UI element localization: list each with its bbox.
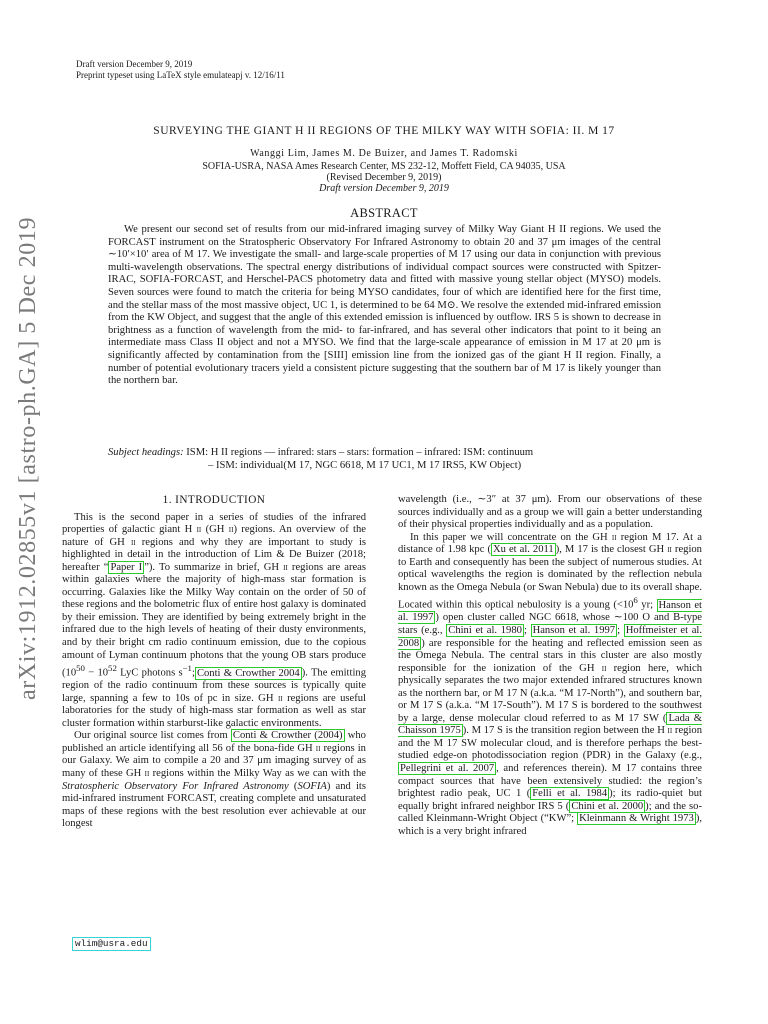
section-heading: 1. INTRODUCTION: [162, 494, 266, 506]
affiliation-block: [80, 161, 688, 194]
draft-date: Draft version December 9, 2019: [319, 183, 449, 194]
citation-link[interactable]: Pellegrini et al. 2007: [400, 763, 495, 775]
right-column: [398, 494, 702, 838]
preamble: [76, 59, 285, 81]
author-list: Wanggi Lim, James M. De Buizer, and James T. Radomski: [250, 148, 518, 159]
revised-date: (Revised December 9, 2019): [326, 172, 442, 183]
citation-link[interactable]: Hanson et al. 1997: [398, 599, 702, 624]
left-column: [62, 494, 366, 831]
citation-link[interactable]: Felli et al. 1984: [532, 788, 608, 800]
abstract-text: We present our second set of results from our mid-infrared imaging survey of Milky Way Giant H II regions. We used the FORCAST instrument on the Stratospheric Observatory For Infrared Astronomy to obtain 20 and 37 μm images of the central ∼10′×10′ area of M 17. We investigate the small- and large-scale properties of M 17 using our data in conjunction with previous multi-wavelength observations. The spectral energy distributions of individual compact sources were constructed with Spitzer-IRAC, SOFIA-FORCAST, and Herschel-PACS photometry data and fitted with massive young stellar object (MYSO) models. Seven sources were found to match the criteria for being MYSO candidates, four of which are identified here for the first time, and the stellar mass of the most massive object, UC 1, is determined to be 64 M⊙. We resolve the extended mid-infrared emission from the KW Object, and suggest that the angle of this extended emission is influenced by outflow. IRS 5 is shown to decrease in brightness as a function of wavelength from the mid- to far-infrared, and has several other indicators that point to it being an intermediate mass Class II object and not a MYSO. We find that the large-scale appearance of emission in M 17 at 20 μm is significantly affected by contamination from the [SIII] emission line from the ionized gas of the giant H II region. Finally, a number of potential evolutionary tracers yield a consistent picture suggesting that the southern bar of M 17 is likely younger than the northern bar.: [108, 224, 661, 387]
citation-link[interactable]: Paper I: [110, 561, 143, 573]
citation-link[interactable]: Conti & Crowther (2004): [232, 730, 343, 742]
citation-link[interactable]: Hanson et al. 1997: [532, 625, 616, 636]
subject-headings: [108, 447, 661, 472]
subject-line-1: ISM: H II regions — infrared: stars – stars: formation – infrared: ISM: continuum: [186, 447, 534, 458]
arxiv-identifier[interactable]: arXiv:1912.02855v1 [astro-ph.GA] 5 Dec 2019: [15, 216, 41, 700]
citation-link[interactable]: Xu et al. 2011: [492, 544, 554, 556]
citation-link[interactable]: Kleinmann & Wright 1973: [579, 813, 694, 825]
right-column-body: wavelength (i.e., ∼3″ at 37 μm). From our observations of these sources individually and as a group we will gain a better understanding of their physical properties individually and as a population. In this paper we will concentrate on the GH ii region M 17. At a distance of 1.98 kpc ( Xu et al. 2011 ), M 17 is the closest GH ii region to Earth and consequently has been the subject of numerous studies. At optical wavelengths the region is dominated by the reflection nebula known as the Omega Nebula (or Swan Nebula) due to its overall shape. Located within this optical nebulosity is a young ($<10^6$ yr; Hanson et al. 1997 ) open cluster called NGC 6618, whose ∼100 O and B-type stars (e.g., Chini et al. 1980 ; Hanson et al. 1997 ; Hoffmeister et al. 2008 ) are responsible for the heating and reflected emission seen as the Omega Nebula. The central stars in this cluster are also mostly responsible for the ionization of the GH ii region here, which physically separates the two major extended infrared structures known as the northern bar, or M 17 N (a.k.a. “M 17-North”), and southern bar, or M 17 S (a.k.a. “M 17-South”). M 17 S is bordered to the southwest by a large, dense molecular cloud referred to as M 17 SW ( Lada & Chaisson 1975 ). M 17 S is the transition region between the H ii region and the M 17 SW molecular cloud, and is therefore perhaps the best-studied edge-on photodissociation region (PDR) in the Galaxy (e.g., Pellegrini et al. 2007 , and references therein). M 17 contains three compact sources that have been extensively studied: the region’s brightest radio peak, UC 1 ( Felli et al. 1984 ); its radio-quiet but equally bright infrared neighbor IRS 5 ( Chini et al. 2000 ); and the so-called Kleinmann-Wright Object (“KW”; Kleinmann & Wright 1973 ), which is a very bright infrared: [398, 494, 703, 837]
draft-version-line: Draft version December 9, 2019: [76, 59, 193, 69]
abstract-heading: ABSTRACT: [350, 206, 418, 220]
citation-link[interactable]: Conti & Crowther 2004: [196, 667, 300, 679]
preprint-line: Preprint typeset using LaTeX style emulateapj v. 12/16/11: [76, 70, 285, 80]
email-link[interactable]: wlim@usra.edu: [72, 937, 151, 951]
citation-link[interactable]: Lada & Chaisson 1975: [398, 712, 702, 737]
citation-link[interactable]: Chini et al. 1980: [448, 625, 522, 636]
affiliation: SOFIA-USRA, NASA Ames Research Center, MS 232-12, Moffett Field, CA 94035, USA: [202, 161, 566, 172]
citation-link[interactable]: Chini et al. 2000: [571, 800, 644, 812]
citation-link[interactable]: Hoffmeister et al. 2008: [398, 625, 703, 649]
subject-line-2: – ISM: individual(M 17, NGC 6618, M 17 UC1, M 17 IRS5, KW Object): [208, 459, 522, 471]
subject-label: Subject headings:: [108, 447, 184, 458]
left-column-body: This is the second paper in a series of studies of the infrared properties of galactic giant H ii (GH ii) regions. An overview of the nature of GH ii regions and why they are important to study is highlighted in detail in the introduction of Lim & De Buizer (2018; hereafter “ Paper I ”). To summarize in brief, GH ii regions are areas within galaxies where the majority of high-mass star formation is occurring. Galaxies like the Milky Way contain on the order of 50 of these regions and the bolometric flux of entire host galaxy is dominated by their emission. They are identified by being extremely bright in the infrared due to the high levels of heating of their dusty environments, and by their bright cm radio continuum emission, due to the copious amount of Lyman continuum photons that the young OB stars produce ($10^{50} - 10^{52}$ LyC photons $s^{-1}$; Conti & Crowther 2004 ). The emitting region of the radio continuum from these sources is typically quite large, spanning a few to 10s of pc in size. GH ii regions are useful laboratories for the study of high-mass star formation as well as star cluster formation within starburst-like galactic environments. Our original source list comes from Conti & Crowther (2004) who published an article identifying all 56 of the bona-fide GH ii regions in our Galaxy. We aim to compile a 20 and 37 μm imaging survey of as many of these GH ii regions within the Milky Way as we can with the Stratospheric Observatory For Infrared Astronomy (SOFIA) and its mid-infrared instrument FORCAST, creating complete and unsaturated maps of these regions with the best resolution ever achievable at our longest: [62, 511, 367, 830]
paper-title: SURVEYING THE GIANT H II REGIONS OF THE MILKY WAY WITH SOFIA: II. M 17: [153, 125, 615, 137]
